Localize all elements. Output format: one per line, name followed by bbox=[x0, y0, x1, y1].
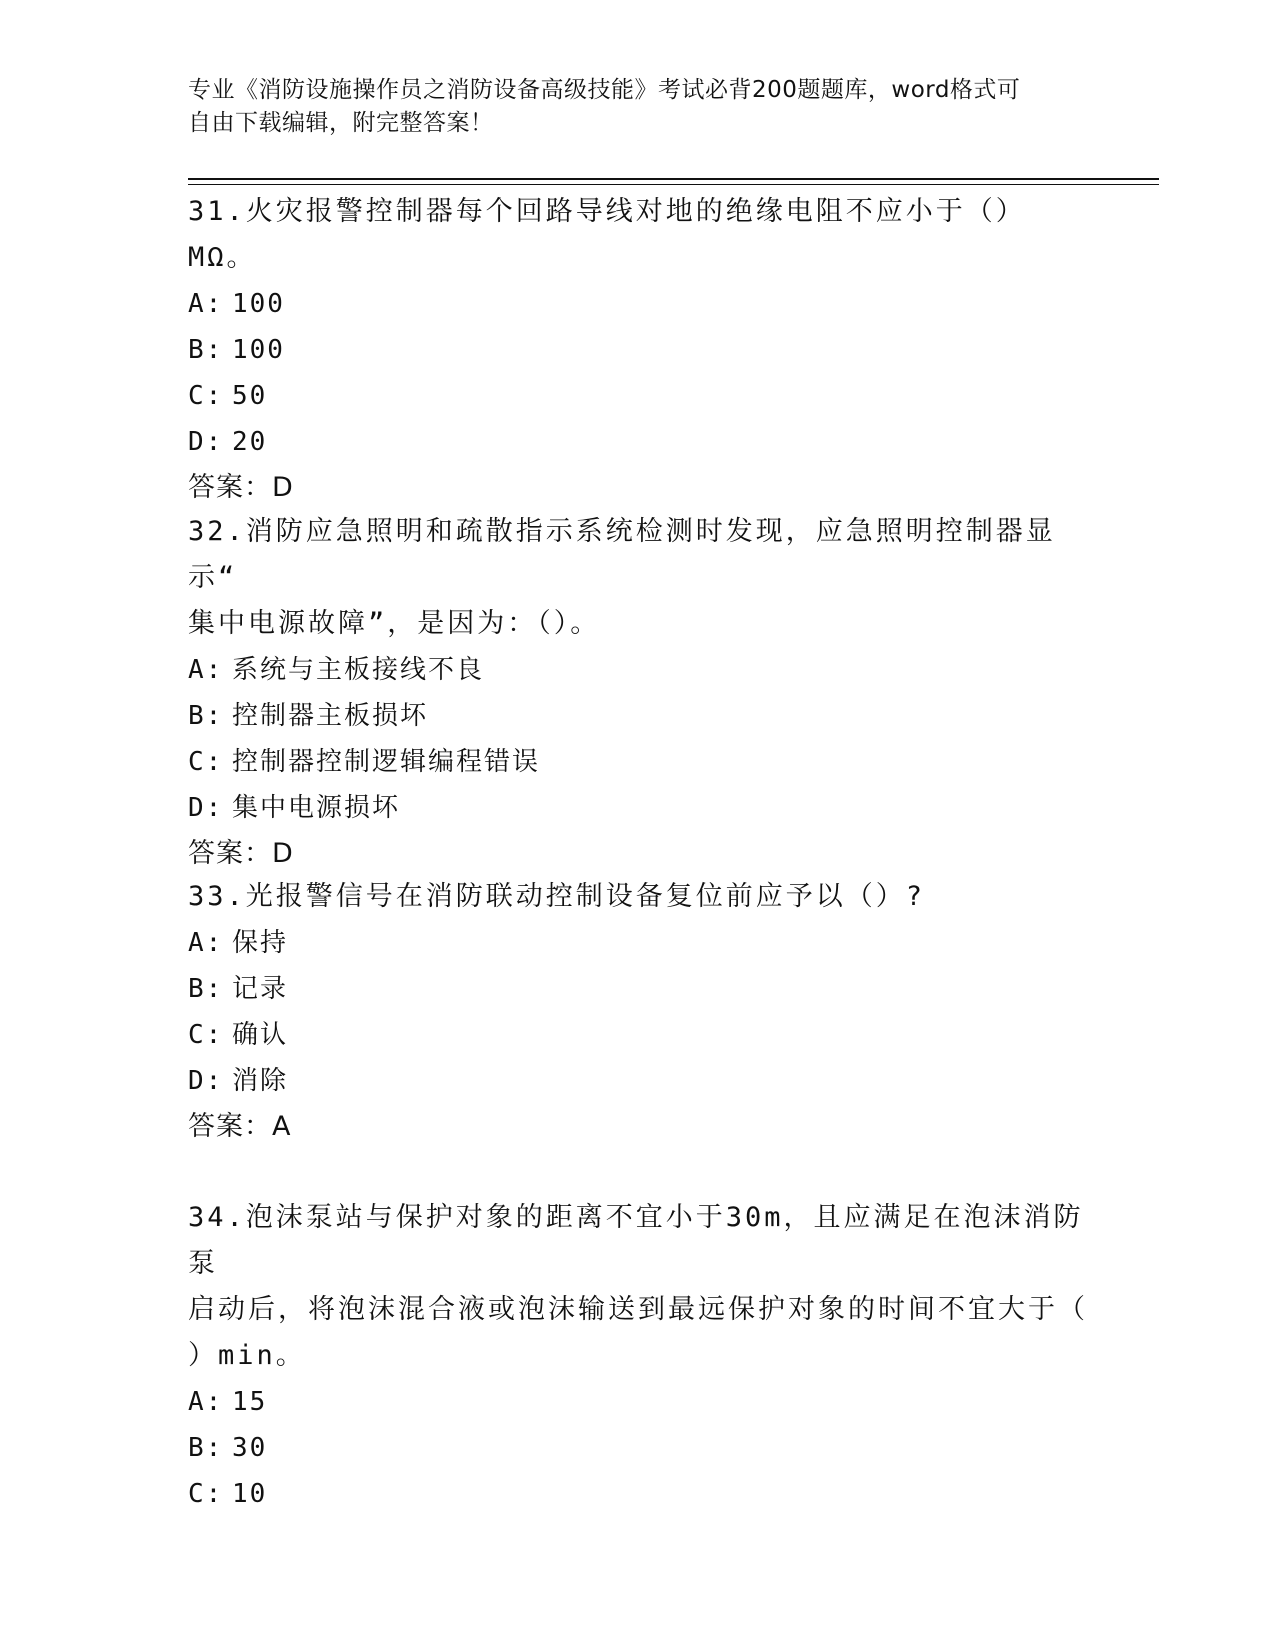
option-letter: C: bbox=[188, 1479, 224, 1509]
option-letter: B: bbox=[188, 701, 224, 731]
question-stem: 33.光报警信号在消防联动控制设备复位前应予以（）? bbox=[188, 881, 926, 912]
header-line-2: 自由下载编辑，附完整答案！ bbox=[188, 110, 494, 136]
option-c bbox=[188, 739, 1088, 785]
option-text: 消除 bbox=[232, 1066, 289, 1096]
option-b bbox=[188, 1425, 1088, 1471]
question-stem-line-1: 32.消防应急照明和疏散指示系统检测时发现，应急照明控制器显示“ bbox=[188, 516, 1056, 593]
option-a bbox=[188, 281, 1088, 327]
option-letter: A: bbox=[188, 928, 224, 958]
option-c bbox=[188, 1471, 1088, 1517]
option-text: 记录 bbox=[232, 974, 289, 1004]
question-stem-line-2: 集中电源故障”，是因为：（）。 bbox=[188, 608, 601, 639]
option-text: 集中电源损坏 bbox=[232, 793, 401, 823]
option-b bbox=[188, 327, 1088, 373]
option-letter: C: bbox=[188, 1020, 224, 1050]
header-line-1: 专业《消防设施操作员之消防设备高级技能》考试必背200题题库，word格式可 bbox=[188, 77, 1021, 103]
question-34 bbox=[188, 1195, 1088, 1517]
option-a bbox=[188, 1379, 1088, 1425]
option-letter: A: bbox=[188, 1387, 224, 1417]
answer-line: 答案：D bbox=[188, 838, 294, 869]
question-33 bbox=[188, 874, 1088, 1150]
option-letter: A: bbox=[188, 655, 224, 685]
question-stem-line-2: 启动后，将泡沫混合液或泡沫输送到最远保护对象的时间不宜大于（ bbox=[188, 1294, 1088, 1325]
option-letter: D: bbox=[188, 427, 224, 457]
option-d bbox=[188, 419, 1088, 465]
question-stem-line-1: 34.泡沫泵站与保护对象的距离不宜小于30m，且应满足在泡沫消防泵 bbox=[188, 1202, 1084, 1279]
option-text: 控制器主板损坏 bbox=[232, 701, 429, 731]
header-rule-thin bbox=[188, 184, 1159, 185]
option-letter: A: bbox=[188, 289, 224, 319]
option-text: 10 bbox=[232, 1479, 268, 1509]
option-letter: D: bbox=[188, 793, 224, 823]
option-a bbox=[188, 647, 1088, 693]
option-d bbox=[188, 785, 1088, 831]
option-text: 保持 bbox=[232, 928, 289, 958]
option-text: 确认 bbox=[232, 1020, 289, 1050]
question-32 bbox=[188, 509, 1088, 877]
option-letter: C: bbox=[188, 747, 224, 777]
question-31 bbox=[188, 189, 1088, 511]
answer-line: 答案：A bbox=[188, 1111, 292, 1142]
option-d bbox=[188, 1058, 1088, 1104]
option-text: 50 bbox=[232, 381, 268, 411]
document-header bbox=[188, 74, 1088, 140]
option-text: 100 bbox=[232, 335, 285, 365]
option-letter: C: bbox=[188, 381, 224, 411]
option-b bbox=[188, 693, 1088, 739]
option-letter: B: bbox=[188, 1433, 224, 1463]
question-stem: 31.火灾报警控制器每个回路导线对地的绝缘电阻不应小于（）MΩ。 bbox=[188, 196, 1026, 273]
option-text: 系统与主板接线不良 bbox=[232, 655, 485, 685]
header-rule-thick bbox=[188, 178, 1159, 180]
option-letter: B: bbox=[188, 974, 224, 1004]
option-text: 15 bbox=[232, 1387, 268, 1417]
option-text: 100 bbox=[232, 289, 285, 319]
option-text: 控制器控制逻辑编程错误 bbox=[232, 747, 541, 777]
option-a bbox=[188, 920, 1088, 966]
option-c bbox=[188, 373, 1088, 419]
option-text: 30 bbox=[232, 1433, 268, 1463]
option-letter: B: bbox=[188, 335, 224, 365]
option-text: 20 bbox=[232, 427, 268, 457]
answer-line: 答案：D bbox=[188, 472, 294, 503]
option-letter: D: bbox=[188, 1066, 224, 1096]
question-stem-line-3: ）min。 bbox=[188, 1340, 306, 1371]
option-b bbox=[188, 966, 1088, 1012]
option-c bbox=[188, 1012, 1088, 1058]
